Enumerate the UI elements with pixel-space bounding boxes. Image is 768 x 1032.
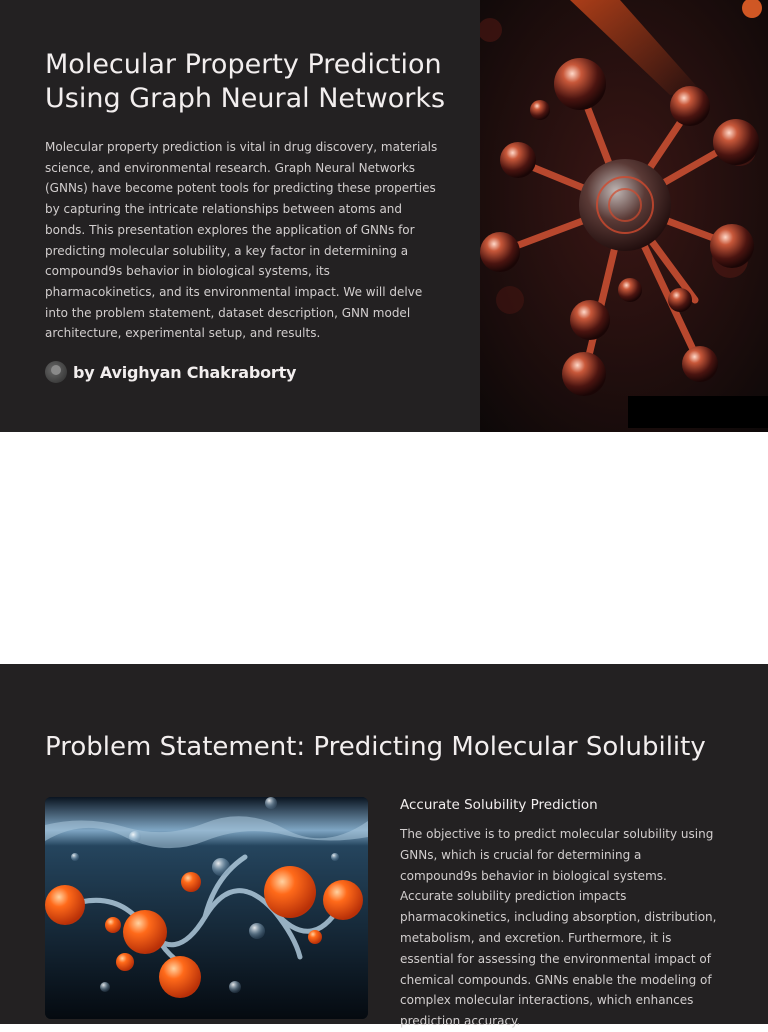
title-slide bbox=[0, 0, 768, 432]
slide-gap bbox=[0, 432, 768, 664]
section-title: Problem Statement: Predicting Molecular Solubility bbox=[45, 732, 706, 762]
solubility-image bbox=[45, 797, 368, 1019]
author-line bbox=[45, 360, 296, 384]
redaction-bar bbox=[628, 396, 768, 428]
author-name: by Avighyan Chakraborty bbox=[73, 362, 297, 382]
section-subheading: Accurate Solubility Prediction bbox=[400, 797, 598, 813]
slide-title: Molecular Property Prediction Using Graph Neural Networks bbox=[45, 49, 446, 114]
molecule-illustration bbox=[480, 0, 768, 432]
molecule-hero-image bbox=[480, 0, 768, 432]
slide-intro-text: Molecular property prediction is vital in drug discovery, materials science, and environmental research. Graph Neural Networks (GNNs) have become potent tools for predicting these properties by capturing the intricate relationships between atoms and bonds. This presentation explores the application of GNNs for predicting molecular solubility, a key factor in determining a compound9s behavior in biological systems, its pharmacokinetics, and its environmental impact. We will delve into the problem statement, dataset description, GNN model architecture, experimental setup, and results. bbox=[45, 140, 438, 341]
water-molecule-illustration bbox=[45, 797, 368, 1019]
section-body-text: The objective is to predict molecular solubility using GNNs, which is crucial for determining a compound9s behavior in biological systems. Accurate solubility prediction impacts pharmacokinetics, including absorption, distribution, metabolism, and excretion. Furthermore, it is essential for assessing the environmental impact of chemical compounds. GNNs enable the modeling of complex molecular interactions, which enhances prediction accuracy. bbox=[400, 827, 717, 1029]
avatar-icon bbox=[45, 361, 67, 383]
